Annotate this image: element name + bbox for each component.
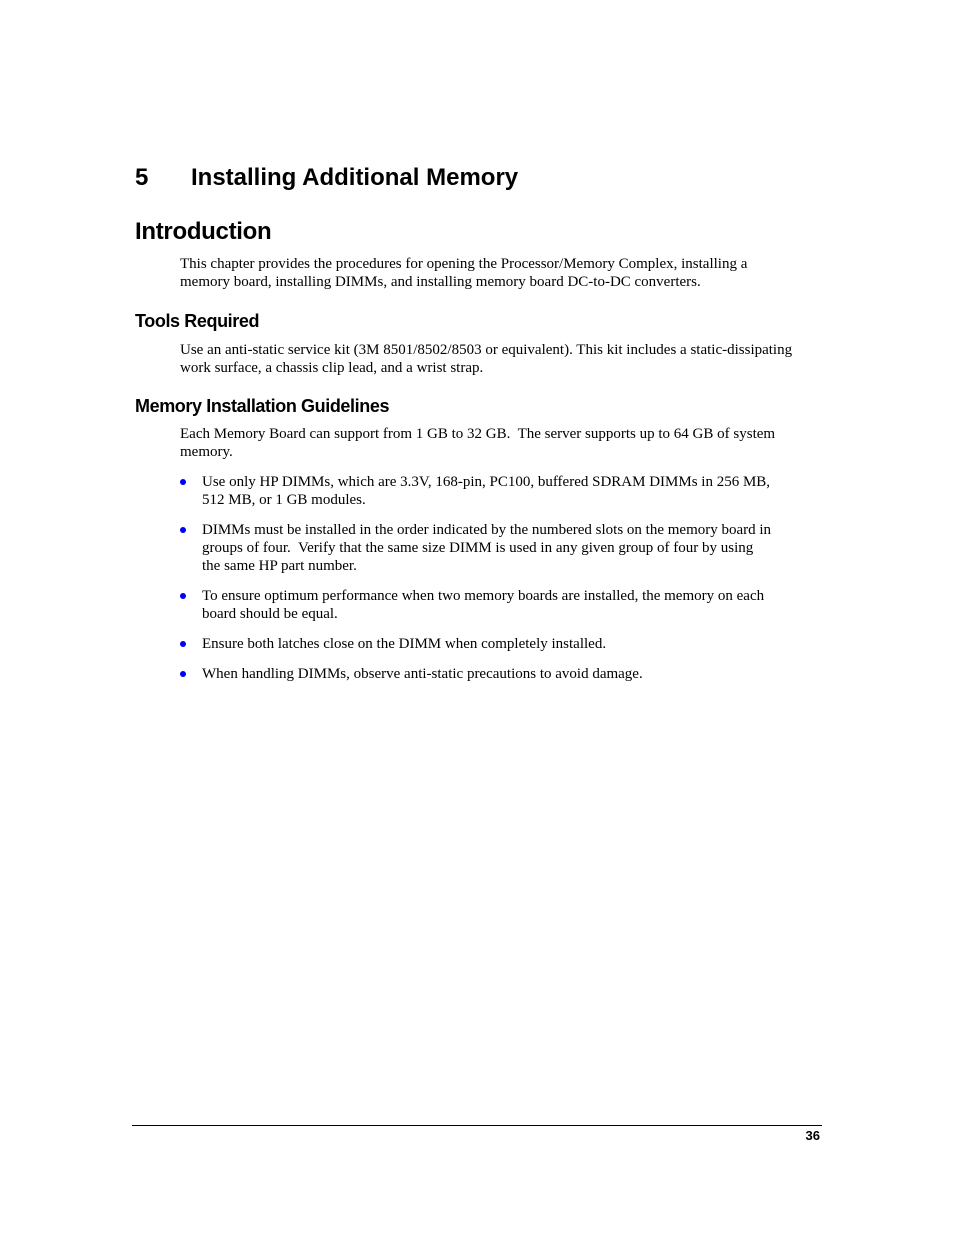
page-number: 36 — [805, 1128, 820, 1143]
memory-guidelines-heading: Memory Installation Guidelines — [135, 396, 390, 416]
list-item-text: Ensure both latches close on the DIMM when completely installed. — [202, 636, 607, 652]
list-item — [180, 587, 771, 623]
chapter-title — [135, 163, 518, 193]
bullet-icon — [180, 641, 186, 647]
bullet-icon — [180, 479, 186, 485]
list-item — [180, 635, 771, 653]
introduction-heading: Introduction — [135, 218, 272, 245]
memory-guidelines-paragraph: Each Memory Board can support from 1 GB to 32 GB. The server supports up to 64 GB of system memory. — [180, 426, 776, 460]
bullet-icon — [180, 593, 186, 599]
list-item-text: DIMMs must be installed in the order indicated by the numbered slots on the memory board in groups of four. Verify that the same size DIMM is used in any given group of four by using the same HP part number. — [202, 522, 772, 574]
tools-required-heading: Tools Required — [135, 311, 260, 331]
tools-required-paragraph: Use an anti-static service kit (3M 8501/8502/8503 or equivalent). This kit includes a static-dissipating work surface, a chassis clip lead, and a wrist strap. — [180, 342, 793, 376]
list-item-text: When handling DIMMs, observe anti-static precautions to avoid damage. — [202, 666, 643, 682]
list-item — [180, 473, 771, 509]
bullet-icon — [180, 671, 186, 677]
chapter-title-text: Installing Additional Memory — [191, 164, 519, 191]
list-item-text: To ensure optimum performance when two memory boards are installed, the memory on each board should be equal. — [202, 588, 765, 622]
bullet-icon — [180, 527, 186, 533]
footer-divider — [132, 1125, 822, 1126]
memory-guidelines-list — [180, 473, 771, 695]
list-item — [180, 521, 771, 575]
list-item-text: Use only HP DIMMs, which are 3.3V, 168-pin, PC100, buffered SDRAM DIMMs in 256 MB, 512 MB, or 1 GB modules. — [202, 474, 771, 508]
chapter-number: 5 — [135, 164, 149, 191]
list-item — [180, 665, 771, 683]
introduction-paragraph: This chapter provides the procedures for opening the Processor/Memory Complex, installing a memory board, installing DIMMs, and installing memory board DC-to-DC converters. — [180, 256, 748, 290]
